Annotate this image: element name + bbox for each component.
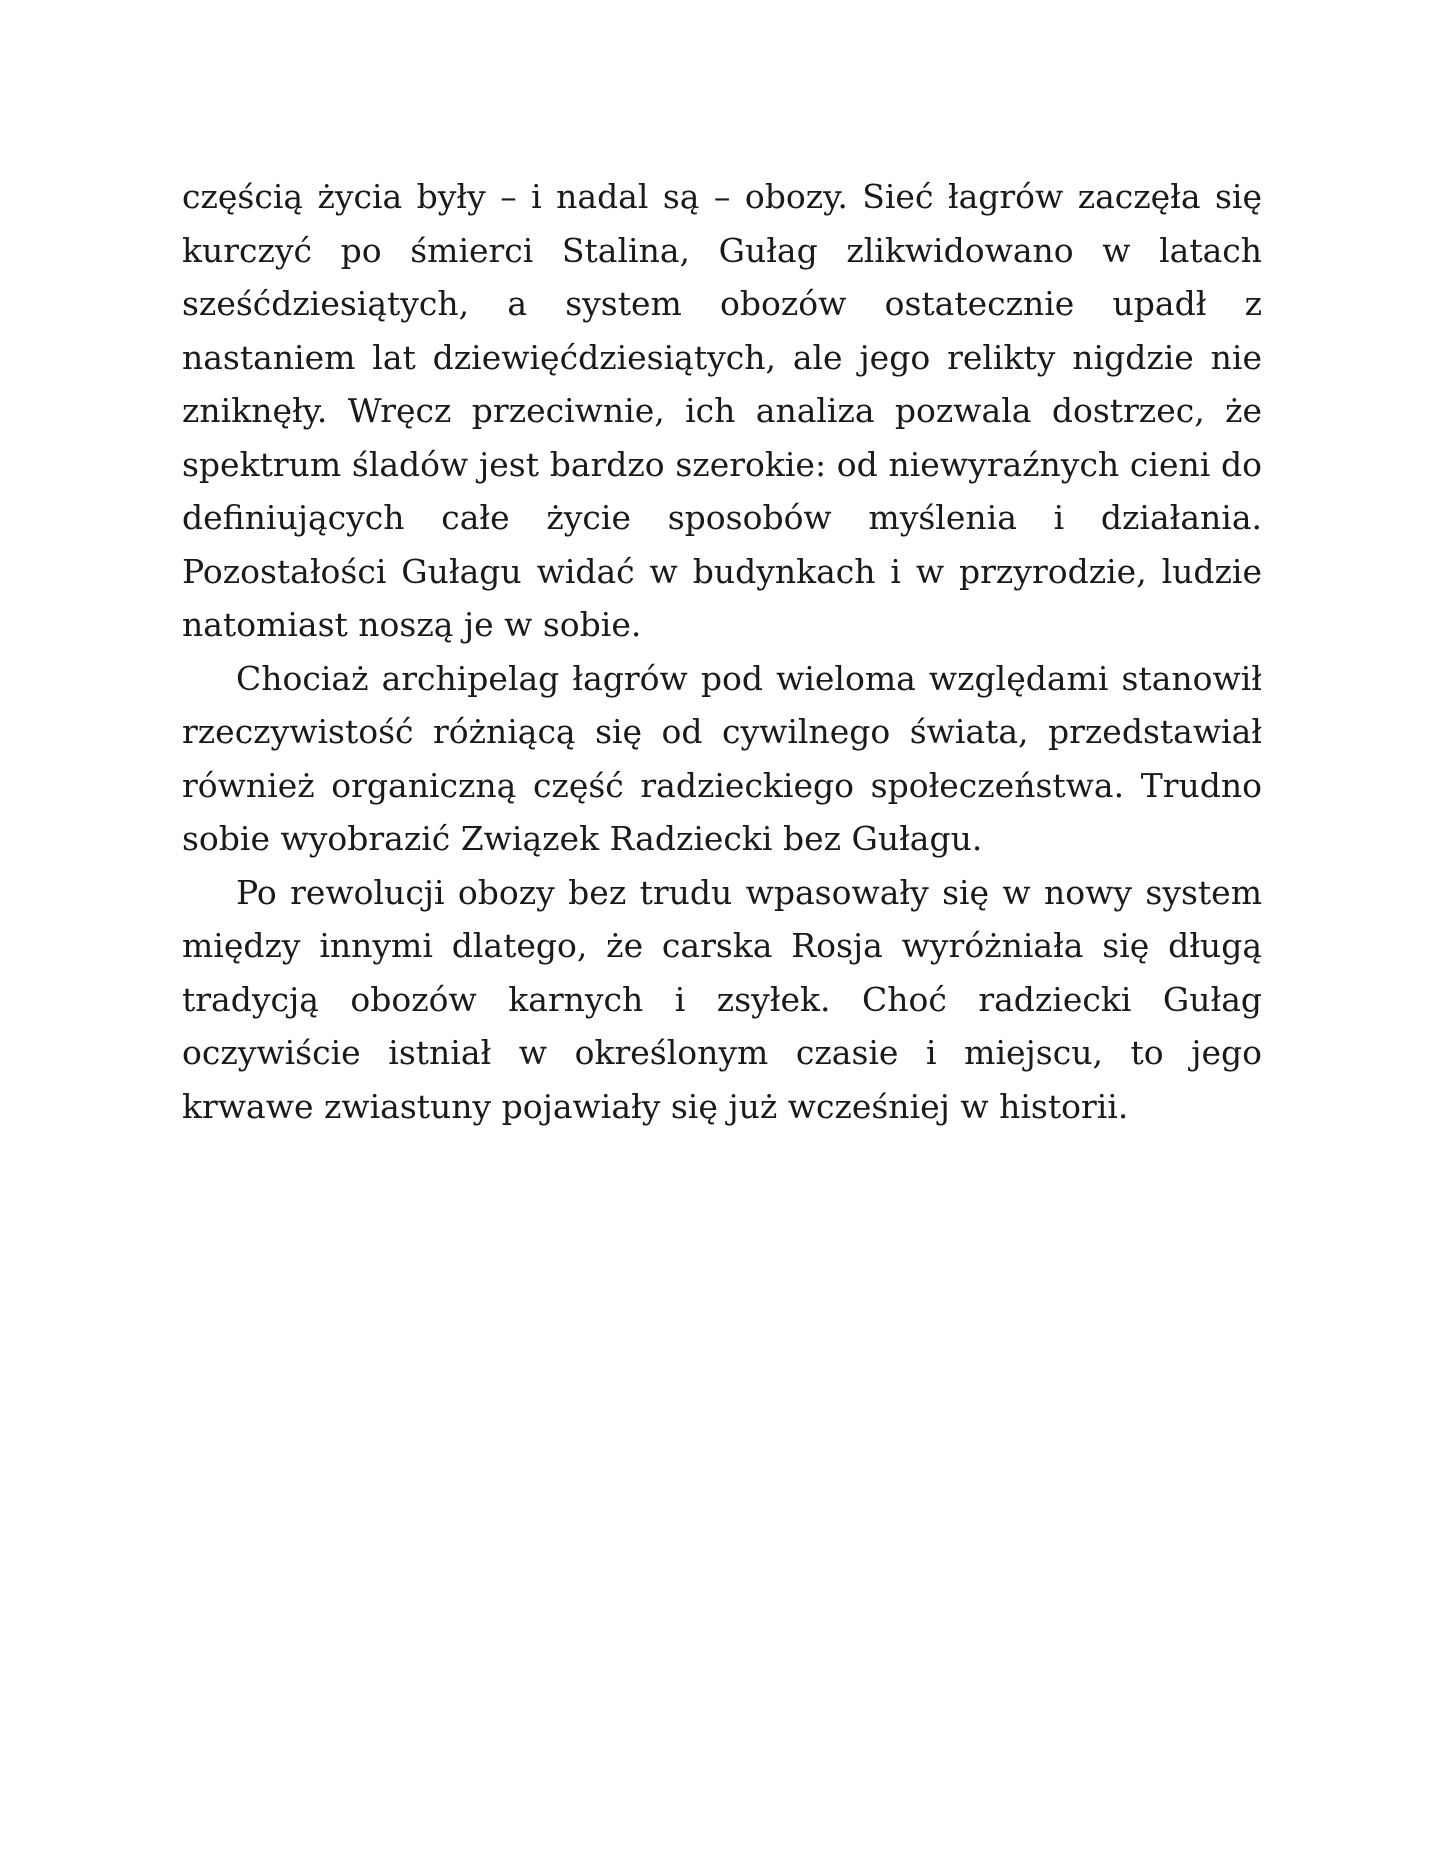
paragraph-3: Po rewolucji obozy bez trudu wpasowały się w nowy system między innymi dlatego, że carska Rosja wyróżniała się długą tradycją obozów karnych i zsyłek. Choć radziecki Gułag oczywiście istniał w określonym czasie i miejscu, to jego krwawe zwiastuny pojawiały się już wcześniej w historii.: [182, 872, 1262, 1126]
paragraph-2: Chociaż archipelag łagrów pod wieloma względami stanowił rzeczywistość różniącą się od cywilnego świata, przedstawiał również organiczną część radzieckiego społeczeństwa. Trudno sobie wyobrazić Związek Radziecki bez Gułagu.: [182, 658, 1262, 858]
paragraph-1: częścią życia były – i nadal są – obozy. Sieć łagrów zaczęła się kurczyć po śmierci Stalina, Gułag zlikwidowano w latach sześćdziesiątych, a system obozów ostatecznie upadł z nastaniem lat dziewięćdziesiątych, ale jego relikty nigdzie nie zniknęły. Wręcz przeciwnie, ich analiza pozwala dostrzec, że spektrum śladów jest bardzo szerokie: od niewyraźnych cieni do definiujących całe życie sposobów myślenia i działania. Pozostałości Gułagu widać w budynkach i w przyrodzie, ludzie natomiast noszą je w sobie.: [182, 177, 1262, 644]
body-text: [182, 170, 1262, 1133]
